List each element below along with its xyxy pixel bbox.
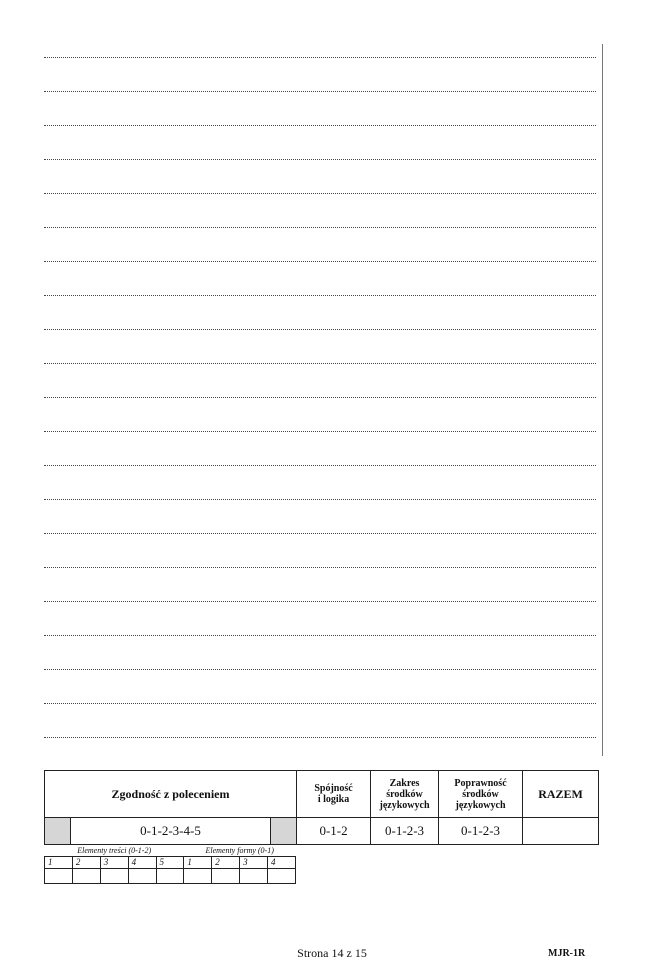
answer-line — [44, 227, 596, 228]
answer-line — [44, 669, 596, 670]
forma-score-cell[interactable] — [268, 869, 296, 884]
forma-score-cell[interactable] — [240, 869, 268, 884]
spojnosc-range: 0-1-2 — [297, 818, 371, 845]
zakres-header — [371, 771, 439, 818]
answer-line — [44, 125, 596, 126]
tresc-label: Elementy treści (0-1-2) — [77, 846, 152, 855]
score-table — [44, 770, 599, 845]
gray-cell — [45, 818, 71, 845]
razem-score-cell[interactable] — [523, 818, 599, 845]
poprawnosc-header-line: środków — [462, 788, 499, 800]
tresc-number: 5 — [156, 857, 184, 869]
answer-line — [44, 159, 596, 160]
answer-line — [44, 567, 596, 568]
answer-line — [44, 465, 596, 466]
tresc-number: 1 — [45, 857, 73, 869]
forma-number: 3 — [240, 857, 268, 869]
margin-rule — [602, 44, 603, 756]
tresc-score-cell[interactable] — [45, 869, 73, 884]
forma-label: Elementy formy (0-1) — [205, 846, 274, 855]
answer-line — [44, 533, 596, 534]
answer-line — [44, 635, 596, 636]
answer-line — [44, 57, 596, 58]
forma-score-cell[interactable] — [212, 869, 240, 884]
answer-line — [44, 91, 596, 92]
answer-line — [44, 397, 596, 398]
tresc-score-cell[interactable] — [72, 869, 100, 884]
poprawnosc-header — [439, 771, 523, 818]
zgodnosc-range: 0-1-2-3-4-5 — [71, 818, 271, 845]
answer-line — [44, 499, 596, 500]
answer-line — [44, 295, 596, 296]
tresc-number: 3 — [100, 857, 128, 869]
zakres-header-line: językowych — [379, 799, 430, 811]
tresc-number: 4 — [128, 857, 156, 869]
poprawnosc-range: 0-1-2-3 — [439, 818, 523, 845]
tresc-number: 2 — [72, 857, 100, 869]
zakres-range: 0-1-2-3 — [371, 818, 439, 845]
zgodnosc-header: Zgodność z poleceniem — [45, 771, 297, 818]
gray-cell — [271, 818, 297, 845]
forma-number: 2 — [212, 857, 240, 869]
razem-header: RAZEM — [523, 771, 599, 818]
zakres-header-line: środków — [386, 788, 423, 800]
zakres-header-line: Zakres — [389, 777, 420, 789]
answer-line — [44, 703, 596, 704]
exam-code: MJR-1R — [548, 948, 586, 959]
spojnosc-header — [297, 771, 371, 818]
tresc-score-cell[interactable] — [156, 869, 184, 884]
answer-line — [44, 363, 596, 364]
tresc-score-cell[interactable] — [100, 869, 128, 884]
forma-number: 4 — [268, 857, 296, 869]
spojnosc-header-line: i logika — [317, 794, 350, 805]
forma-number: 1 — [184, 857, 212, 869]
answer-line — [44, 329, 596, 330]
page-number: Strona 14 z 15 — [297, 946, 367, 960]
tresc-score-cell[interactable] — [128, 869, 156, 884]
answer-line — [44, 431, 596, 432]
answer-line — [44, 601, 596, 602]
spojnosc-header-line: Spójność — [314, 783, 353, 794]
forma-score-cell[interactable] — [184, 869, 212, 884]
poprawnosc-header-line: Poprawność — [454, 777, 507, 789]
answer-line — [44, 193, 596, 194]
answer-line — [44, 737, 596, 738]
poprawnosc-header-line: językowych — [455, 799, 506, 811]
answer-line — [44, 261, 596, 262]
elements-table — [44, 845, 296, 884]
